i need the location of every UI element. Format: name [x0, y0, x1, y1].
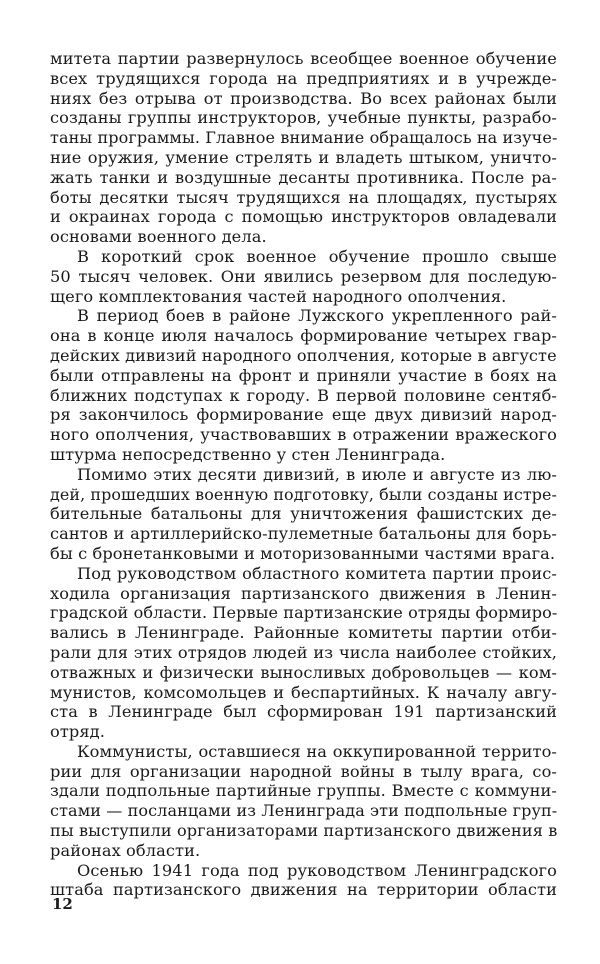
text-line: жать танки и воздушные десанты противника. После ра- — [50, 167, 557, 187]
text-line: здали подпольные партийные группы. Вместе с коммуни- — [50, 781, 557, 801]
text-line: отважных и физически выносливых добровольцев — ком- — [50, 662, 557, 682]
text-line: 50 тысяч человек. Они явились резервом для последую- — [50, 266, 557, 286]
text-line: Под руководством областного комитета партии проис- — [77, 563, 557, 583]
text-line: ближних подступах к городу. В первой половине сентяб- — [50, 385, 557, 405]
text-line: ря закончилось формирование еще двух дивизий народ- — [50, 405, 557, 425]
text-line: были отправлены на фронт и приняли участие в боях на — [50, 365, 557, 385]
text-line: ста в Ленинграде был сформирован 191 партизанский — [50, 702, 557, 722]
text-line: штурма непосредственно у стен Ленинграда. — [50, 444, 446, 464]
text-line: В короткий срок военное обучение прошло свыше — [77, 246, 557, 266]
page-number: 12 — [52, 895, 73, 913]
text-line: ходила организация партизанского движения в Ленин- — [50, 583, 557, 603]
text-line: и окраинах города с помощью инструкторов овладевали — [50, 207, 557, 227]
text-line: бы с бронетанковыми и моторизованными частями врага. — [50, 543, 556, 563]
text-line: мунистов, комсомольцев и беспартийных. К началу авгу- — [50, 682, 557, 702]
text-line: В период боев в районе Лужского укрепленного рай- — [77, 306, 557, 326]
text-line: рали для этих отрядов людей из числа наиболее стойких, — [50, 642, 557, 662]
text-line: ниях без отрыва от производства. Во всех районах были — [50, 88, 557, 108]
text-line: боты десятки тысяч трудящихся на площадях, пустырях — [50, 187, 557, 207]
text-line: ного ополчения, участвовавших в отражении вражеского — [50, 425, 557, 445]
text-line: отряд. — [50, 722, 105, 742]
text-line: ние оружия, умение стрелять и владеть штыком, уничто- — [50, 147, 557, 167]
text-line: митета партии развернулось всеобщее военное обучение — [50, 49, 557, 68]
text-line: вались в Ленинграде. Районные комитеты партии отби- — [50, 623, 557, 643]
text-line: Коммунисты, оставшиеся на оккупированной террито- — [77, 741, 557, 761]
text-line: рии для организации народной войны в тылу врага, со- — [50, 761, 557, 781]
text-line: основами военного дела. — [50, 227, 267, 247]
text-line: стами — посланцами из Ленинграда эти подпольные груп- — [50, 801, 558, 821]
text-line: всех трудящихся города на предприятиях и в учрежде- — [50, 68, 557, 88]
text-line: районах области. — [50, 840, 201, 860]
text-line: щего комплектования частей народного ополчения. — [50, 286, 507, 306]
text-line: Помимо этих десяти дивизий, в июле и августе из лю- — [77, 464, 557, 484]
text-line: она в конце июля началось формирование четырех гвар- — [50, 326, 557, 346]
text-line: бительные батальоны для уничтожения фашистских де- — [50, 504, 557, 524]
text-line: Осенью 1941 года под руководством Ленинградского — [77, 860, 557, 880]
text-line: пы выступили организаторами партизанского движения в — [50, 821, 558, 841]
text-line: дейских дивизий народного ополчения, которые в августе — [50, 345, 557, 365]
text-line: дей, прошедших военную подготовку, были созданы истре- — [50, 484, 558, 504]
text-line: созданы группы инструкторов, учебные пункты, разрабо- — [50, 108, 557, 128]
text-line: штаба партизанского движения на территории области — [50, 880, 557, 900]
text-line: таны программы. Главное внимание обращалось на изуче- — [50, 128, 558, 148]
page-body — [50, 49, 557, 900]
text-line: сантов и артиллерийско-пулеметные батальоны для борь- — [50, 524, 557, 544]
text-line: градской области. Первые партизанские отряды формиро- — [50, 603, 558, 623]
